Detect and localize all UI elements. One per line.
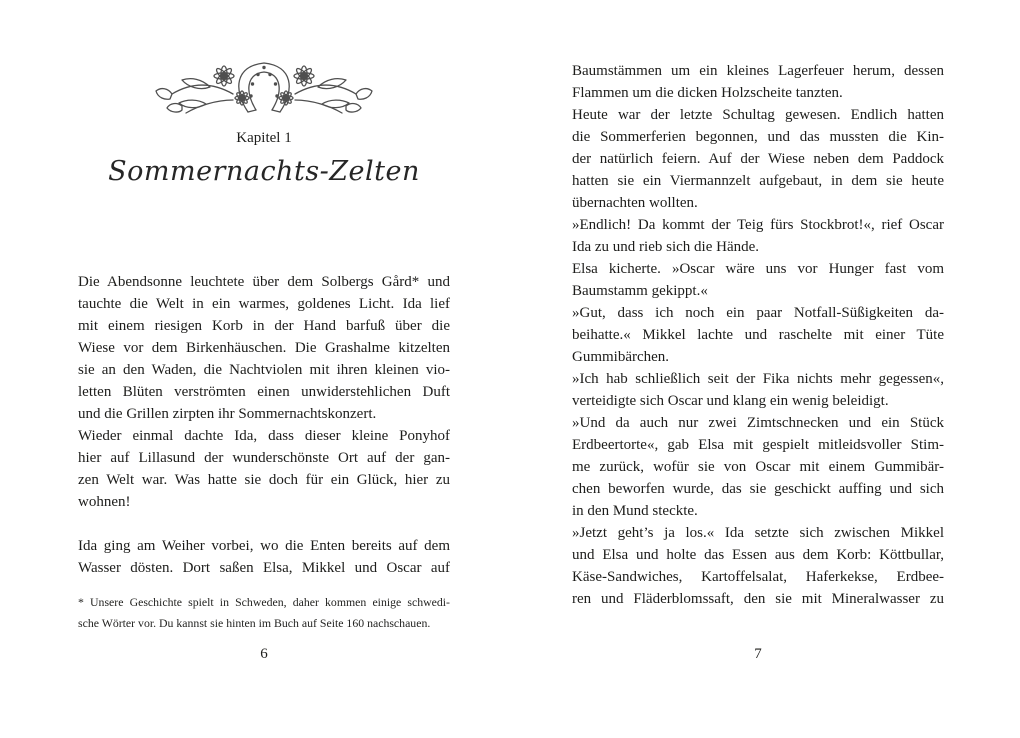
text-line: Baumstämmen um ein kleines Lagerfeuer herum, dessen [572,63,944,79]
text-line: und Elsa und holte das Essen aus dem Korb: Köttbullar, [572,547,944,563]
text-line: * Unsere Geschichte spielt in Schweden, daher kommen einige schwedi- [78,595,450,609]
text-line: Flammen um die dicken Holzscheite tanzten. [572,85,843,101]
text-line: tauchte die Welt in ein warmes, goldenes Licht. Ida lief [78,296,450,312]
paragraph [78,271,450,425]
chapter-title: Sommernachts-Zelten [108,156,420,187]
text-line: wohnen! [78,494,131,510]
text-line: Wasser dösten. Dort saßen Elsa, Mikkel und Oscar auf [78,560,450,576]
left-page [78,0,450,738]
text-line: Elsa kicherte. »Oscar wäre uns vor Hunger fast vom [572,261,944,277]
horseshoe-flowers-ornament [136,54,392,116]
text-line: me zurück, wofür sie von Oscar mit einem Gummibär- [572,459,944,475]
text-line: Ida zu und rieb sich die Hände. [572,239,760,255]
text-line: Die Abendsonne leuchtete über dem Solbergs Gård* und [78,274,450,290]
text-line: verteidigte sich Oscar und klang ein wenig beleidigt. [572,393,889,409]
text-line: Wiese vor dem Birkenhäuschen. Die Grashalme kitzelten [78,340,450,356]
right-page-body [572,60,944,610]
text-line: Gummibärchen. [572,349,670,365]
right-page-number: 7 [754,646,762,662]
left-page-body [78,271,450,579]
text-line: ren und Fläderblomssaft, den sie mit Mineralwasser zu [572,591,944,607]
footnote [78,592,450,633]
text-line: letten Blüten verströmten einen unwiderstehlichen Duft [78,384,450,400]
text-line: »Gut, dass ich noch ein paar Notfall-Süßigkeiten da- [572,305,944,321]
paragraph [572,104,944,214]
text-line: und die Grillen zirpten ihr Sommernachtskonzert. [78,406,377,422]
paragraph [572,214,944,258]
text-line: Wieder einmal dachte Ida, dass dieser kleine Ponyhof [78,428,450,444]
text-line: Erdbeertorte«, gab Elsa mit gespielt mitleidsvoller Stim- [572,437,944,453]
text-line: hier auf Lillasund der wunderschönste Ort auf der gan- [78,450,450,466]
text-line: beihatte.« Mikkel lachte und raschelte mit einer Tüte [572,327,944,343]
paragraph [572,368,944,412]
chapter-header [78,54,450,188]
text-line: Heute war der letzte Schultag gewesen. Endlich hatten [572,107,944,123]
text-line: hatten sie ein Viermannzelt aufgebaut, in dem sie heute [572,173,944,189]
text-line: »Endlich! Da kommt der Teig fürs Stockbrot!«, rief Oscar [572,217,944,233]
text-line: »Jetzt geht’s ja los.« Ida setzte sich zwischen Mikkel [572,525,944,541]
text-line: zen Welt war. Was hatte sie doch für ein Glück, hier zu [78,472,450,488]
paragraph [78,425,450,513]
chapter-label: Kapitel 1 [236,130,292,146]
text-line: Baumstamm gekippt.« [572,283,708,299]
text-line: in den Mund steckte. [572,503,698,519]
paragraph [572,60,944,104]
paragraph [572,412,944,522]
text-line: übernachten wollten. [572,195,698,211]
text-line: die Sommerferien begonnen, und das mussten die Kin- [572,129,944,145]
text-line: mit einem riesigen Korb in der Hand barfuß über die [78,318,450,334]
text-line: sche Wörter vor. Du kannst sie hinten im Buch auf Seite 160 nachschauen. [78,615,431,630]
text-line: der natürlich feiern. Auf der Wiese neben dem Paddock [572,151,944,167]
paragraph [572,522,944,610]
text-line: »Und da auch nur zwei Zimtschnecken und ein Stück [572,415,944,431]
text-line: sie an den Waden, die Nachtviolen mit ihren kleinen vio- [78,362,450,378]
paragraph [572,258,944,302]
right-page [572,0,944,738]
text-line: »Ich hab schließlich seit der Fika nichts mehr gegessen«, [572,371,944,387]
paragraph [78,535,450,579]
text-line: Ida ging am Weiher vorbei, wo die Enten bereits auf dem [78,538,450,554]
paragraph [572,302,944,368]
text-line: chen beworfen wurde, das sie geschickt auffing und sich [572,481,944,497]
text-line: Käse-Sandwiches, Kartoffelsalat, Haferkekse, Erdbee- [572,569,944,585]
left-page-number: 6 [260,646,268,662]
